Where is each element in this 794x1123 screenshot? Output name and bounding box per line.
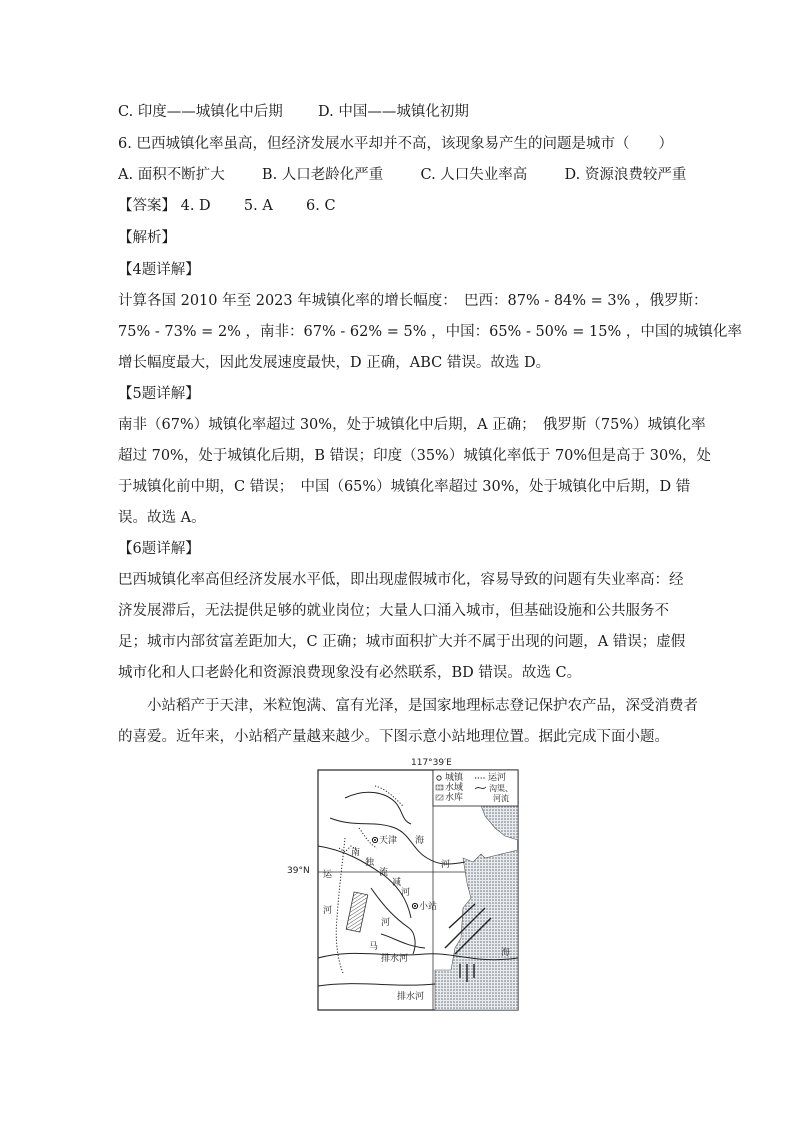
detail-5-line: 超过 70%，处于城镇化后期，B 错误；印度（35%）城镇化率低于 70%但是高于 30%，处: [118, 448, 712, 464]
label-tianjin: 天津: [379, 836, 398, 846]
analysis-label: 【解析】: [118, 230, 176, 246]
detail-6-title: 【6题详解】: [118, 541, 200, 557]
label-he-4: 河: [381, 918, 391, 928]
label-paishui-1: 排水河: [381, 954, 409, 964]
q5-options-cd: [118, 102, 469, 122]
answer-5: 5. A: [243, 198, 273, 214]
label-xiaozhan: 小站: [419, 902, 438, 912]
detail-5-line: 南非（67%）城镇化率超过 30%，处于城镇化中后期，A 正确； 俄罗斯（75%）城镇化率: [118, 417, 706, 433]
label-nan: 南: [351, 848, 361, 858]
legend-water-symbol: [436, 785, 443, 790]
map-drawing: [285, 758, 521, 1016]
label-hai: 海: [415, 836, 425, 846]
q6-stem: 6. 巴西城镇化率虽高，但经济发展水平却并不高，该现象易产生的问题是城市（ ）: [118, 136, 673, 152]
detail-5-line: 误。故选 A。: [118, 510, 206, 526]
answer-4: 4. D: [180, 198, 211, 214]
detail-4-title: 【4题详解】: [118, 262, 200, 278]
detail-6-line: 城市化和人口老龄化和资源浪费现象没有必然联系，BD 错误。故选 C。: [118, 665, 582, 681]
longitude-label: 117°39′E: [411, 758, 452, 768]
label-he: 河: [441, 860, 451, 870]
q5-option-c: C. 印度——城镇化中后期: [118, 104, 283, 120]
q6-option-a: A. 面积不断扩大: [118, 167, 225, 183]
legend-canal: 运河: [488, 773, 507, 783]
intro-line: 的喜爱。近年来，小站稻产量越来越少。下图示意小站地理位置。据此完成下面小题。: [118, 729, 669, 745]
xiaozhan-location-map: [285, 758, 521, 1016]
detail-6-line: 巴西城镇化率高但经济发展水平低，即出现虚假城市化，容易导致的问题有失业率高：经: [118, 572, 684, 588]
label-liu: 流: [379, 868, 389, 878]
label-he-3: 河: [401, 888, 411, 898]
detail-4-line: 75% - 73% = 2% ，南非：67% - 62% = 5% ，中国：65% - 50% = 15% ，中国的城镇化率: [118, 324, 742, 340]
q6-option-c: C. 人口失业率高: [420, 167, 528, 183]
label-yun: 运: [323, 870, 333, 880]
intro-line: 小站稻产于天津，米粒饱满、富有光泽，是国家地理标志登记保护农产品，深受消费者: [118, 698, 698, 714]
detail-5-line: 于城镇化前中期，C 错误； 中国（65%）城镇化率超过 30%，处于城镇化中后期，D 错: [118, 479, 691, 495]
answer-label: 【答案】: [118, 198, 176, 214]
label-jian: 减: [392, 878, 402, 888]
q6-option-b: B. 人口老龄化严重: [261, 167, 384, 183]
legend-reservoir-symbol: [436, 795, 443, 800]
detail-5-title: 【5题详解】: [118, 386, 200, 402]
detail-6-line: 济发展滞后，无法提供足够的就业岗位；大量人口涌入城市，但基础设施和公共服务不: [118, 603, 669, 619]
label-he-2: 河: [323, 906, 333, 916]
label-du: 独: [365, 858, 375, 868]
legend-town-symbol: [437, 776, 441, 780]
label-ma: 马: [369, 942, 379, 952]
legend-reservoir: 水库: [445, 793, 464, 803]
detail-4-line: 增长幅度最大，因此发展速度最快，D 正确，ABC 错误。故选 D。: [118, 355, 551, 371]
detail-6-line: 足；城市内部贫富差距加大，C 正确；城市面积扩大并不属于出现的问题，A 错误；虚假: [118, 634, 686, 650]
label-paishui-2: 排水河: [397, 992, 425, 1002]
q6-options: [118, 165, 686, 185]
q5-option-d: D. 中国——城镇化初期: [318, 104, 469, 120]
legend-water: 水域: [445, 783, 464, 793]
latitude-label: 39°N: [287, 866, 310, 876]
answer-6: 6. C: [306, 198, 336, 214]
label-sea: 海: [501, 948, 511, 958]
legend-town: 城镇: [445, 773, 464, 783]
detail-4-line: 计算各国 2010 年至 2023 年城镇化率的增长幅度： 巴西：87% - 84% = 3% ，俄罗斯：: [118, 293, 708, 309]
legend-ditch: 沟渠、河流: [489, 784, 513, 803]
q6-option-d: D. 资源浪费较严重: [564, 167, 687, 183]
answer-line: [118, 196, 336, 216]
